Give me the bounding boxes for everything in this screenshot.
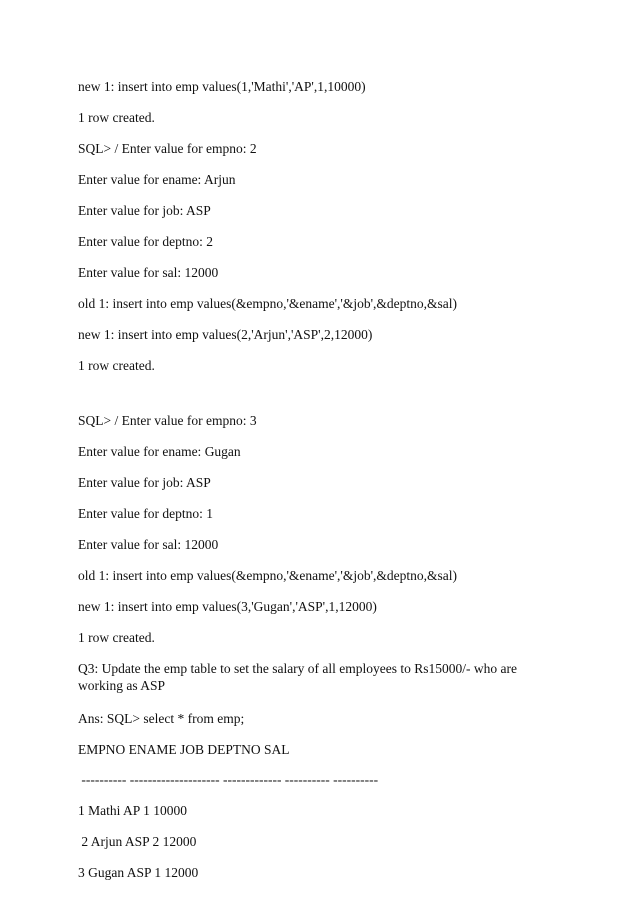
sql-output-line: Enter value for ename: Arjun <box>78 172 236 187</box>
sql-output-line: new 1: insert into emp values(2,'Arjun','ASP',2,12000) <box>78 327 373 342</box>
question-text: Q3: Update the emp table to set the salary of all employees to Rs15000/- who are working as ASP <box>78 661 518 693</box>
sql-output-line: new 1: insert into emp values(3,'Gugan','ASP',1,12000) <box>78 599 377 614</box>
sql-output-line: Enter value for job: ASP <box>78 475 211 490</box>
sql-output-line: new 1: insert into emp values(1,'Mathi','AP',1,10000) <box>78 79 366 94</box>
sql-prompt-line: SQL> / Enter value for empno: 3 <box>78 413 257 428</box>
sql-output-line: 1 row created. <box>78 630 155 645</box>
sql-output-line: 1 row created. <box>78 358 155 373</box>
table-row: 2 Arjun ASP 2 12000 <box>78 834 197 849</box>
table-separator-line: ---------- -------------------- ------------- ---------- ---------- <box>78 772 379 787</box>
table-header-line: EMPNO ENAME JOB DEPTNO SAL <box>78 742 290 757</box>
sql-output-line: old 1: insert into emp values(&empno,'&ename','&job',&deptno,&sal) <box>78 296 458 311</box>
sql-output-line: old 1: insert into emp values(&empno,'&ename','&job',&deptno,&sal) <box>78 568 458 583</box>
sql-output-line: Enter value for ename: Gugan <box>78 444 241 459</box>
sql-output-line: Enter value for job: ASP <box>78 203 211 218</box>
sql-output-line: Enter value for deptno: 1 <box>78 506 213 521</box>
table-row: 1 Mathi AP 1 10000 <box>78 803 188 818</box>
sql-output-line: 1 row created. <box>78 110 155 125</box>
sql-output-line: Enter value for deptno: 2 <box>78 234 213 249</box>
answer-query-line: Ans: SQL> select * from emp; <box>78 711 245 726</box>
sql-output-line: Enter value for sal: 12000 <box>78 537 219 552</box>
sql-prompt-line: SQL> / Enter value for empno: 2 <box>78 141 257 156</box>
sql-output-line: Enter value for sal: 12000 <box>78 265 219 280</box>
table-row: 3 Gugan ASP 1 12000 <box>78 865 199 880</box>
